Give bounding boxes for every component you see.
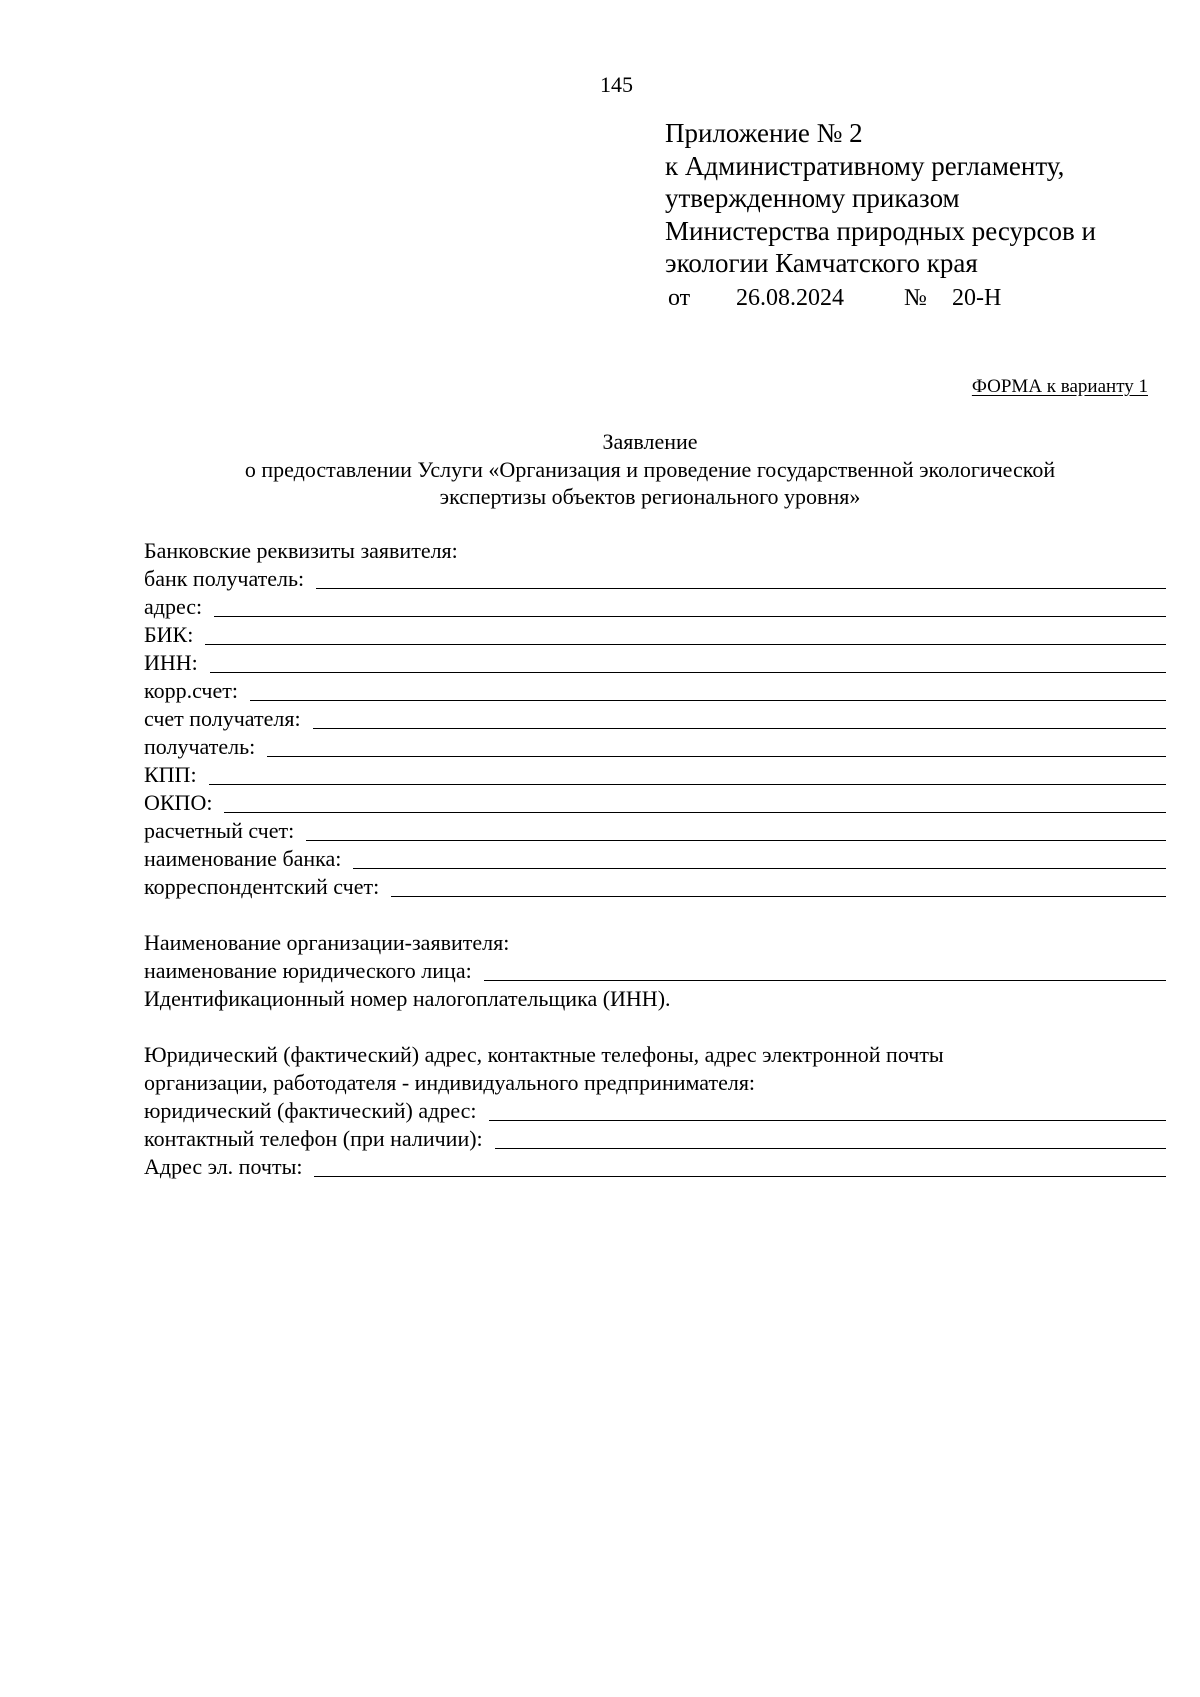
blank-line[interactable] [316, 588, 1166, 589]
form-variant-label: ФОРМА к варианту 1 [971, 376, 1148, 397]
form-field-legal-name[interactable] [144, 957, 1166, 985]
blank-line[interactable] [210, 672, 1166, 673]
form-field-correspondent-account[interactable] [144, 873, 1166, 901]
field-label: БИК: [144, 622, 194, 647]
blank-line[interactable] [313, 728, 1166, 729]
form-field-recipient[interactable] [144, 733, 1166, 761]
statement-title: Заявление [602, 429, 698, 454]
form-field-inn[interactable] [144, 649, 1166, 677]
blank-line[interactable] [205, 644, 1166, 645]
blank-line[interactable] [224, 812, 1166, 813]
form-field-settlement-account[interactable] [144, 817, 1166, 845]
field-label: адрес: [144, 594, 203, 619]
order-number: 20-Н [952, 285, 1002, 311]
contacts-heading [144, 1041, 1166, 1069]
appendix-line: Министерства природных ресурсов и [665, 215, 1096, 246]
field-label: ИНН: [144, 650, 198, 675]
form-field-bik[interactable] [144, 621, 1166, 649]
order-from-label: от [668, 285, 691, 311]
organization-section [144, 929, 1166, 1013]
section-heading: Наименование организации-заявителя: [144, 930, 510, 955]
blank-line[interactable] [489, 1120, 1166, 1121]
appendix-header [665, 117, 1145, 280]
blank-line[interactable] [306, 840, 1166, 841]
blank-line[interactable] [267, 756, 1166, 757]
field-label: корреспондентский счет: [144, 874, 380, 899]
form-field-contact-phone[interactable] [144, 1125, 1166, 1153]
appendix-line: экологии Камчатского края [665, 248, 978, 279]
bank-details-heading [144, 537, 1166, 565]
form-field-address[interactable] [144, 593, 1166, 621]
contacts-heading-continued [144, 1069, 1166, 1097]
contacts-section [144, 1041, 1166, 1181]
section-heading: организации, работодателя - индивидуального предпринимателя: [144, 1070, 756, 1095]
appendix-line: утвержденному приказом [665, 183, 960, 214]
field-label: счет получателя: [144, 706, 301, 731]
form-field-legal-address[interactable] [144, 1097, 1166, 1125]
inn-text: Идентификационный номер налогоплательщика (ИНН). [144, 986, 671, 1011]
field-label: наименование юридического лица: [144, 958, 472, 983]
organization-heading [144, 929, 1166, 957]
blank-line[interactable] [353, 868, 1166, 869]
form-field-bank-recipient[interactable] [144, 565, 1166, 593]
order-number-label: № [904, 285, 927, 311]
bank-details-section [144, 537, 1166, 901]
blank-line[interactable] [495, 1148, 1166, 1149]
section-heading: Банковские реквизиты заявителя: [144, 538, 458, 563]
blank-line[interactable] [250, 700, 1166, 701]
form-field-corr-account[interactable] [144, 677, 1166, 705]
field-label: банк получатель: [144, 566, 305, 591]
field-label: ОКПО: [144, 790, 213, 815]
blank-line[interactable] [484, 980, 1166, 981]
order-reference [668, 282, 1088, 314]
page-number: 145 [600, 72, 633, 97]
order-date: 26.08.2024 [736, 285, 844, 311]
blank-line[interactable] [314, 1176, 1166, 1177]
appendix-line: Приложение № 2 [665, 118, 863, 148]
field-label: Адрес эл. почты: [144, 1154, 303, 1179]
form-field-recipient-account[interactable] [144, 705, 1166, 733]
blank-line[interactable] [214, 616, 1166, 617]
blank-line[interactable] [391, 896, 1166, 897]
field-label: юридический (фактический) адрес: [144, 1098, 477, 1123]
form-field-email[interactable] [144, 1153, 1166, 1181]
form-field-bank-name[interactable] [144, 845, 1166, 873]
field-label: контактный телефон (при наличии): [144, 1126, 483, 1151]
section-heading: Юридический (фактический) адрес, контактные телефоны, адрес электронной почты [144, 1042, 944, 1067]
statement-subject-line: о предоставлении Услуги «Организация и проведение государственной экологической [244, 456, 1056, 482]
inn-statement [144, 985, 1166, 1013]
field-label: получатель: [144, 734, 256, 759]
form-field-kpp[interactable] [144, 761, 1166, 789]
form-field-okpo[interactable] [144, 789, 1166, 817]
field-label: корр.счет: [144, 678, 238, 703]
field-label: расчетный счет: [144, 818, 295, 843]
field-label: КПП: [144, 762, 197, 787]
statement-subject-line: экспертизы объектов регионального уровня» [439, 484, 861, 509]
statement-heading [140, 428, 1160, 511]
field-label: наименование банка: [144, 846, 342, 871]
appendix-line: к Административному регламенту, [665, 150, 1065, 181]
blank-line[interactable] [209, 784, 1166, 785]
